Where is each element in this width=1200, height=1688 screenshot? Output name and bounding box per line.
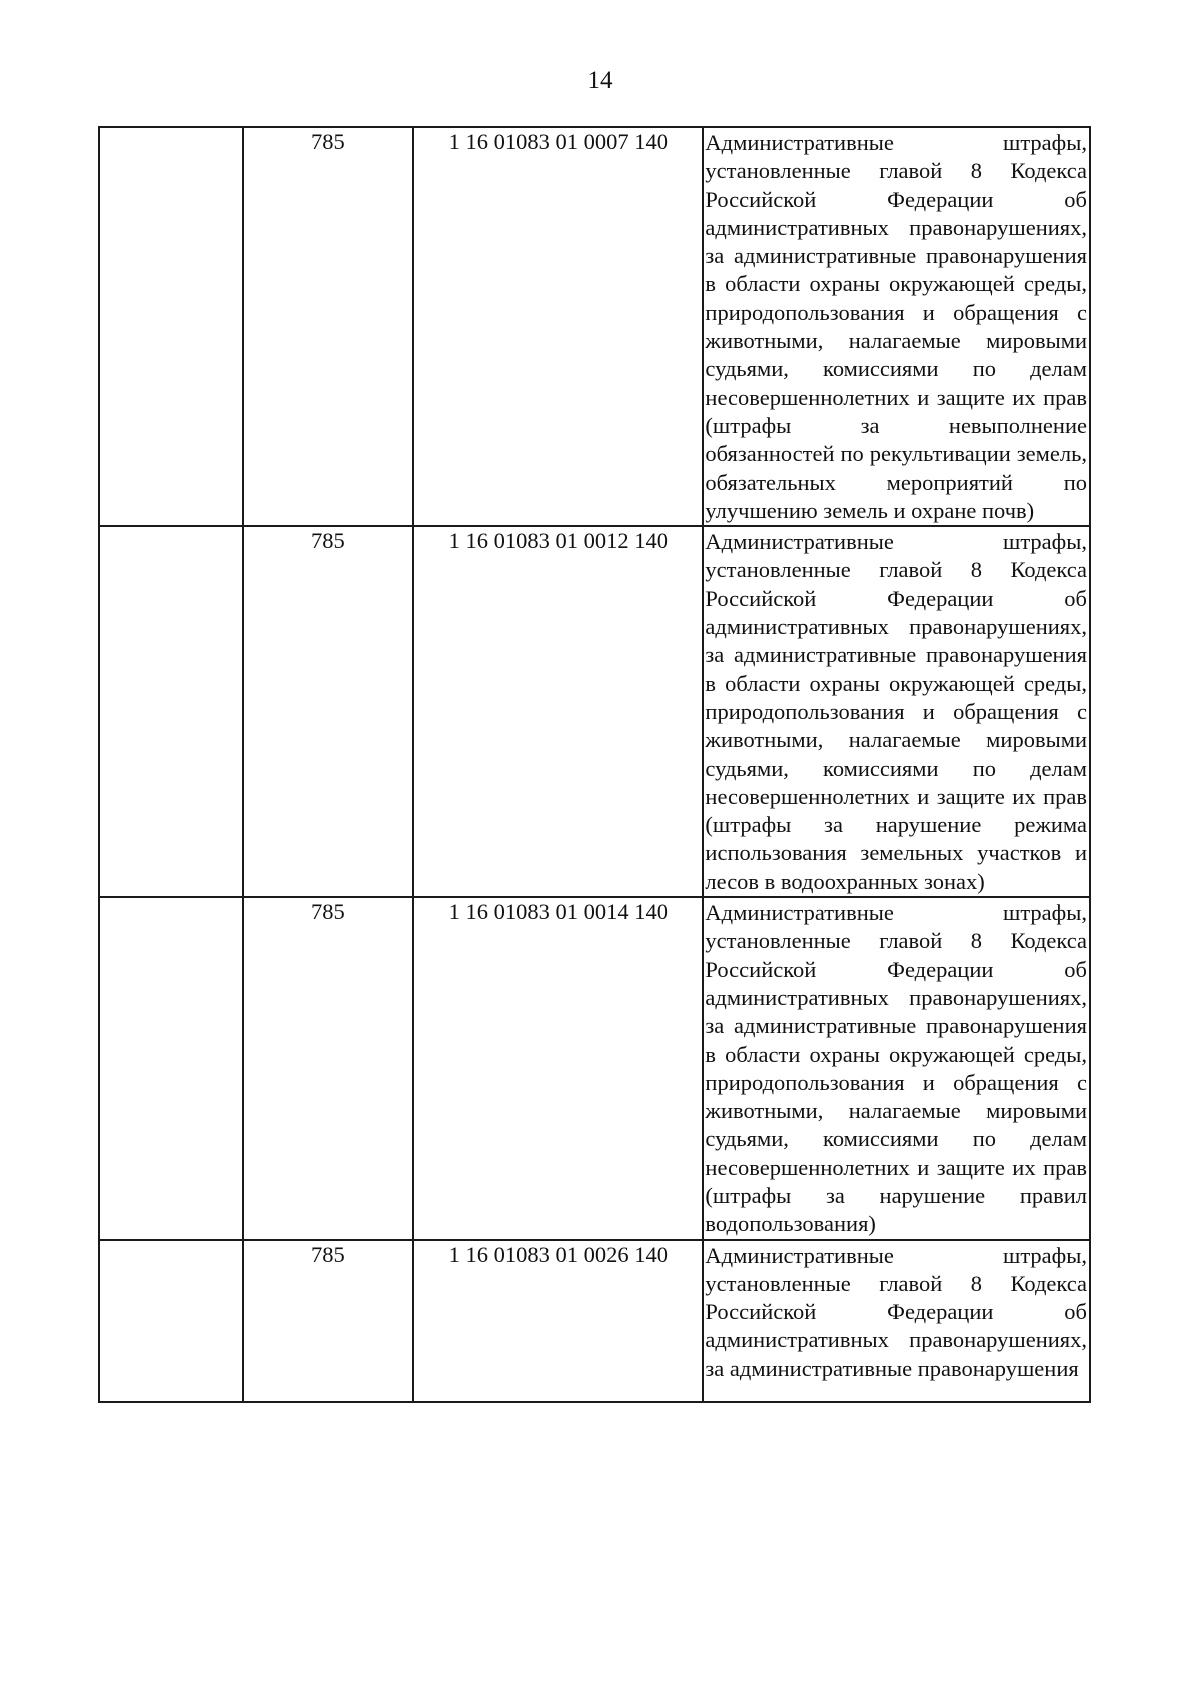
empty-cell	[99, 1240, 243, 1402]
kbk-code-cell: 1 16 01083 01 0007 140	[413, 127, 703, 526]
empty-cell	[99, 127, 243, 526]
budget-classification-table	[98, 126, 1091, 1403]
description-cell	[703, 1240, 1090, 1402]
description-text: Административные штрафы, установленные главой 8 Кодекса Российской Федерации об административных правонарушениях, за административные правонарушения в области охраны окружающей среды, природопользования и обращения с животными, налагаемые мировыми судьями, комиссиями по делам несовершеннолетних и защите их прав (штрафы за нарушение правил водопользования)	[705, 900, 1087, 1237]
description-cell	[703, 897, 1090, 1240]
admin-code-cell: 785	[243, 127, 414, 526]
empty-cell	[99, 897, 243, 1240]
description-cell	[703, 127, 1090, 526]
admin-code-cell: 785	[243, 526, 414, 897]
empty-cell	[99, 526, 243, 897]
admin-code-cell: 785	[243, 897, 414, 1240]
description-text: Административные штрафы, установленные главой 8 Кодекса Российской Федерации об административных правонарушениях, за административные правонарушения	[705, 1242, 1087, 1381]
table-row	[99, 526, 1090, 897]
table-row	[99, 897, 1090, 1240]
description-text: Административные штрафы, установленные главой 8 Кодекса Российской Федерации об административных правонарушениях, за административные правонарушения в области охраны окружающей среды, природопользования и обращения с животными, налагаемые мировыми судьями, комиссиями по делам несовершеннолетних и защите их прав (штрафы за невыполнение обязанностей по рекультивации земель, обязательных мероприятий по улучшению земель и охране почв)	[705, 130, 1087, 523]
kbk-code-cell: 1 16 01083 01 0014 140	[413, 897, 703, 1240]
admin-code-cell: 785	[243, 1240, 414, 1402]
kbk-code-cell: 1 16 01083 01 0026 140	[413, 1240, 703, 1402]
table-row	[99, 127, 1090, 526]
description-cell	[703, 526, 1090, 897]
page-number: 14	[587, 67, 613, 94]
table-row	[99, 1240, 1090, 1402]
kbk-code-cell: 1 16 01083 01 0012 140	[413, 526, 703, 897]
description-text: Административные штрафы, установленные главой 8 Кодекса Российской Федерации об административных правонарушениях, за административные правонарушения в области охраны окружающей среды, природопользования и обращения с животными, налагаемые мировыми судьями, комиссиями по делам несовершеннолетних и защите их прав (штрафы за нарушение режима использования земельных участков и лесов в водоохранных зонах)	[705, 529, 1087, 894]
